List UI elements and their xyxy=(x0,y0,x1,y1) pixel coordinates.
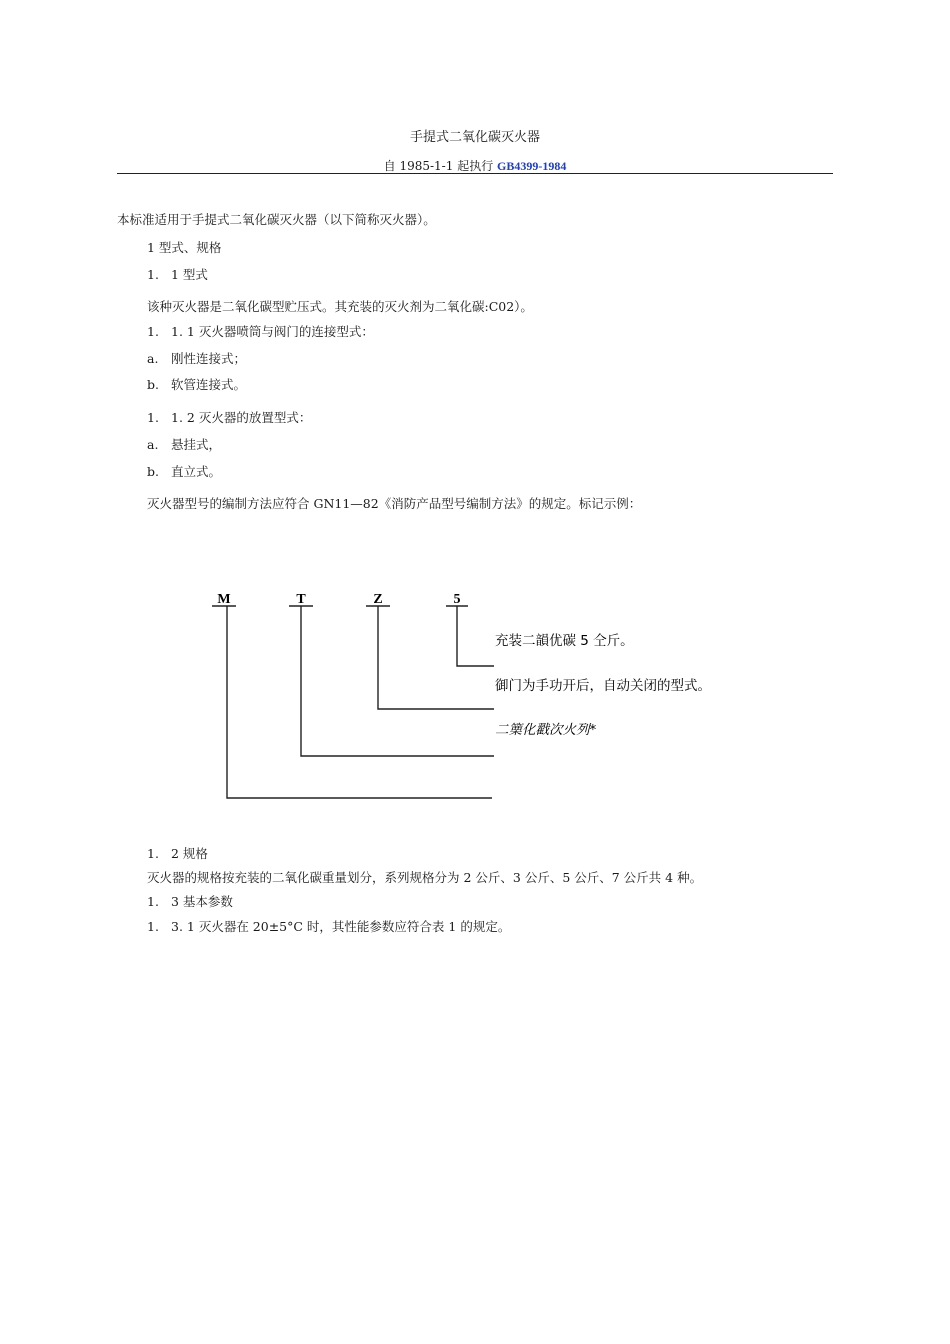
diagram-letter-z: Z xyxy=(373,592,383,607)
standard-code-link[interactable]: GB4399-1984 xyxy=(497,159,567,173)
section-1-1-heading xyxy=(147,265,208,283)
diagram-letter-m: M xyxy=(217,592,231,607)
diagram-label-charge: 充装二韻优碳 5 仝斤。 xyxy=(495,633,634,649)
section-title: 2 规格 xyxy=(171,846,208,861)
effective-date-line xyxy=(0,157,950,174)
leader-t xyxy=(301,606,494,756)
list-marker: a. xyxy=(147,351,159,366)
section-number: 1. xyxy=(147,919,159,934)
list-text: 软管连接式。 xyxy=(171,377,247,392)
model-numbering-text: 灭火器型号的编制方法应符合 GN11—82《消防产品型号编制方法》的规定。标记示例： xyxy=(147,496,642,511)
leader-5 xyxy=(457,606,494,666)
list-item-b-standing xyxy=(147,462,221,480)
section-number: 1. xyxy=(147,410,159,425)
section-1-3-heading xyxy=(147,892,233,910)
list-text: 直立式。 xyxy=(171,464,222,479)
document-title: 手提式二氧化碳灭火器 xyxy=(409,130,540,145)
section-1-1-1-heading xyxy=(147,322,374,340)
section-number: 1. xyxy=(147,894,159,909)
section-1-2-text: 灭火器的规格按充装的二氧化碳重量划分，系列规格分为 2 公斤、3 公斤、5 公斤、7 公斤共 4 种。 xyxy=(147,870,703,885)
list-text: 悬挂式， xyxy=(171,437,222,452)
effective-date-text: 自 1985-1-1 起执行 xyxy=(383,159,498,173)
list-item-a-rigid xyxy=(147,349,246,367)
diagram-letter-5: 5 xyxy=(453,592,461,607)
section-title: 1. 1 灭火器喷筒与阀门的连接型式： xyxy=(171,324,374,339)
diagram-letter-t: T xyxy=(296,592,306,607)
leader-z xyxy=(378,606,494,709)
section-number: 1. xyxy=(147,267,159,282)
list-text: 刚性连接式； xyxy=(171,351,247,366)
list-marker: a. xyxy=(147,437,159,452)
leader-m xyxy=(227,606,492,798)
diagram-label-series: 二篥化戳次火列* xyxy=(495,722,597,738)
list-marker: b. xyxy=(147,377,159,392)
diagram-label-valve: 御门为手功开后，自动关闭的型式。 xyxy=(495,678,711,694)
model-marking-diagram xyxy=(200,580,760,820)
section-1-1-text: 该种灭火器是二氧化碳型贮压式。其充装的灭火剂为二氧化碳:C02）。 xyxy=(147,299,533,314)
section-1-2-heading xyxy=(147,844,208,862)
diagram-lines xyxy=(212,606,494,798)
section-number: 1. xyxy=(147,324,159,339)
header-rule xyxy=(117,173,833,174)
section-1-1-2-heading xyxy=(147,408,311,426)
list-item-b-hose xyxy=(147,375,246,393)
list-item-a-hanging xyxy=(147,435,221,453)
section-1-heading: 1 型式、规格 xyxy=(147,240,222,255)
intro-paragraph: 本标准适用于手提式二氧化碳灭火器（以下简称灭火器）。 xyxy=(117,212,436,227)
section-1-3-1-text xyxy=(147,917,510,935)
section-title: 3 基本参数 xyxy=(171,894,233,909)
section-number: 1. xyxy=(147,846,159,861)
list-marker: b. xyxy=(147,464,159,479)
section-title: 1 型式 xyxy=(171,267,208,282)
section-title: 3. 1 灭火器在 20±5°C 时，其性能参数应符合表 1 的规定。 xyxy=(171,919,511,934)
section-title: 1. 2 灭火器的放置型式： xyxy=(171,410,312,425)
